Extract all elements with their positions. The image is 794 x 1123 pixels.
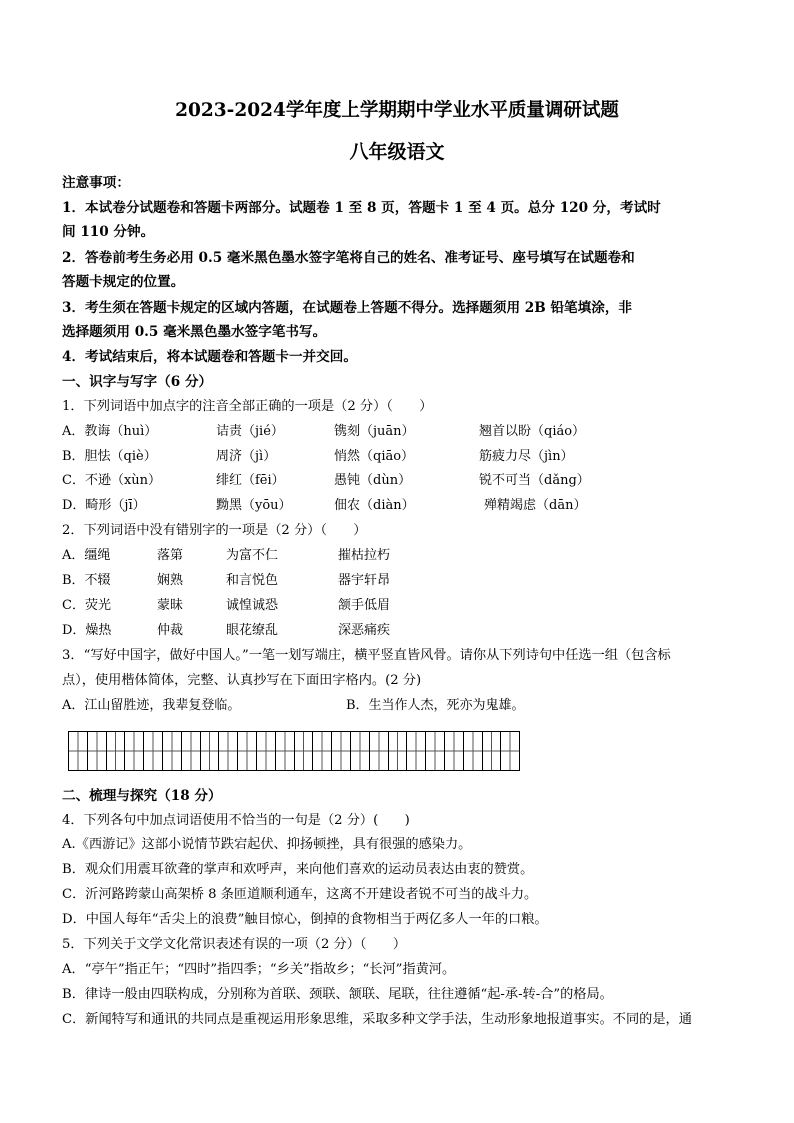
grid-cell[interactable] [125, 732, 144, 770]
tianzige-grid[interactable] [68, 731, 520, 771]
option-text: A．教诲（huì） [62, 424, 158, 439]
question-stem: 3．“写好中国字，做好中国人。”一笔一划写端庄，横平竖直皆风骨。请你从下列诗句中任选一组（包含标 [62, 648, 671, 663]
grid-cell[interactable] [332, 732, 351, 770]
option-text: 摧枯拉朽 [338, 548, 391, 563]
option-text: C．沂河路跨蒙山高架桥 8 条匝道顺利通车，这离不开建设者锐不可当的战斗力。 [62, 887, 538, 902]
option-text: 蒙昧 [157, 598, 184, 613]
grid-cell[interactable] [389, 732, 408, 770]
exam-subject: 八年级语文 [349, 141, 445, 163]
option-text: 锐不可当（dǎng） [479, 473, 590, 488]
grid-cell[interactable] [201, 732, 220, 770]
poem-option: A．江山留胜迹，我辈复登临。 [62, 698, 241, 713]
option-text: 殚精竭虑（dān） [484, 498, 587, 513]
grid-cell[interactable] [238, 732, 257, 770]
grid-cell[interactable] [182, 732, 201, 770]
option-text: 黝黑（yōu） [216, 498, 292, 513]
option-text: 落第 [157, 548, 184, 563]
option-text: 深恶痛疾 [338, 623, 391, 638]
grid-cell[interactable] [276, 732, 295, 770]
option-text: 诚惶诚恐 [226, 598, 279, 613]
notice-line: 答题卡规定的位置。 [62, 274, 185, 290]
grid-cell[interactable] [407, 732, 426, 770]
question-stem: 点），使用楷体简体，完整、认真抄写在下面田字格内。(2 分) [62, 673, 422, 688]
notice-line: 1．本试卷分试题卷和答题卡两部分。试题卷 1 至 8 页，答题卡 1 至 4 页。总分 120 分，考试时 [62, 200, 661, 216]
grid-cell[interactable] [313, 732, 332, 770]
option-text: 和言悦色 [226, 573, 279, 588]
option-text: 诘责（jié） [216, 424, 284, 439]
grid-cell[interactable] [107, 732, 126, 770]
option-text: 悄然（qiāo） [334, 449, 415, 464]
option-text: 佃农（diàn） [334, 498, 415, 513]
grid-cell[interactable] [163, 732, 182, 770]
question-stem: 1．下列词语中加点字的注音全部正确的一项是（2 分）（ ） [62, 399, 433, 414]
option-text: 翘首以盼（qiáo） [479, 424, 586, 439]
grid-cell[interactable] [370, 732, 389, 770]
option-text: 仲裁 [157, 623, 184, 638]
grid-cell[interactable] [219, 732, 238, 770]
option-text: D．中国人每年“舌尖上的浪费”触目惊心，倒掉的食物相当于两亿多人一年的口粮。 [62, 912, 548, 927]
section-heading: 一、识字与写字（6 分） [62, 374, 213, 390]
grid-cell[interactable] [69, 732, 88, 770]
notice-line: 选择题须用 0.5 毫米黑色墨水签字笔书写。 [62, 324, 327, 340]
poem-option: B．生当作人杰，死亦为鬼雄。 [346, 698, 525, 713]
grid-cell[interactable] [351, 732, 370, 770]
grid-cell[interactable] [464, 732, 483, 770]
option-text: 眼花缭乱 [226, 623, 279, 638]
option-text: D．畸形（jī） [62, 498, 146, 513]
option-text: B．观众们用震耳欲聋的掌声和欢呼声，来向他们喜欢的运动员表达由衷的赞赏。 [62, 862, 534, 877]
grid-cell[interactable] [144, 732, 163, 770]
exam-title: 2023-2024学年度上学期期中学业水平质量调研试题 [175, 100, 619, 121]
option-text: 周济（jì） [216, 449, 277, 464]
option-text: B．不辍 [62, 573, 111, 588]
option-text: A．“亭午”指正午；“四时”指四季；“乡关”指故乡；“长河”指黄河。 [62, 962, 456, 977]
notice-line: 3．考生须在答题卡规定的区域内答题，在试题卷上答题不得分。选择题须用 2B 铅笔填涂，非 [62, 300, 633, 316]
notice-line: 4．考试结束后，将本试题卷和答题卡一并交回。 [62, 349, 357, 365]
option-text: 为富不仁 [226, 548, 279, 563]
section-heading: 二、梳理与探究（18 分） [62, 788, 222, 804]
option-text: C．不逊（xùn） [62, 473, 162, 488]
option-text: B．胆怯（qiè） [62, 449, 157, 464]
option-text: A.《西游记》这部小说情节跌宕起伏、抑扬顿挫，具有很强的感染力。 [62, 837, 472, 852]
notice-line: 间 110 分钟。 [62, 224, 155, 240]
notice-heading: 注意事项： [62, 175, 130, 191]
question-stem: 5．下列关于文学文化常识表述有误的一项（2 分）（ ） [62, 937, 407, 952]
grid-cell[interactable] [426, 732, 445, 770]
option-text: 颔手低眉 [338, 598, 391, 613]
option-text: 绯红（fēi） [216, 473, 285, 488]
option-text: 筋疲力尽（jìn） [479, 449, 574, 464]
grid-cell[interactable] [445, 732, 464, 770]
option-text: 愚钝（dùn） [334, 473, 412, 488]
grid-cell[interactable] [88, 732, 107, 770]
option-text: D．燥热 [62, 623, 112, 638]
option-text: 器宇轩昂 [338, 573, 391, 588]
option-text: 娴熟 [157, 573, 184, 588]
notice-line: 2．答卷前考生务必用 0.5 毫米黑色墨水签字笔将自己的姓名、准考证号、座号填写在试题卷和 [62, 250, 635, 266]
grid-cell[interactable] [295, 732, 314, 770]
question-stem: 4．下列各句中加点词语使用不恰当的一句是（2 分）( ) [62, 813, 410, 828]
option-text: A．缰绳 [62, 548, 111, 563]
question-stem: 2．下列词语中没有错别字的一项是（2 分）（ ） [62, 523, 367, 538]
grid-cell[interactable] [483, 732, 502, 770]
grid-cell[interactable] [501, 732, 519, 770]
option-text: 镌刻（juān） [334, 424, 415, 439]
grid-cell[interactable] [257, 732, 276, 770]
option-text: C．新闻特写和通讯的共同点是重视运用形象思维，采取多种文学手法，生动形象地报道事实。不同的是，通 [62, 1012, 692, 1027]
option-text: B．律诗一般由四联构成，分别称为首联、颈联、颔联、尾联，往往遵循“起-承-转-合”的格局。 [62, 987, 613, 1002]
option-text: C．荧光 [62, 598, 111, 613]
